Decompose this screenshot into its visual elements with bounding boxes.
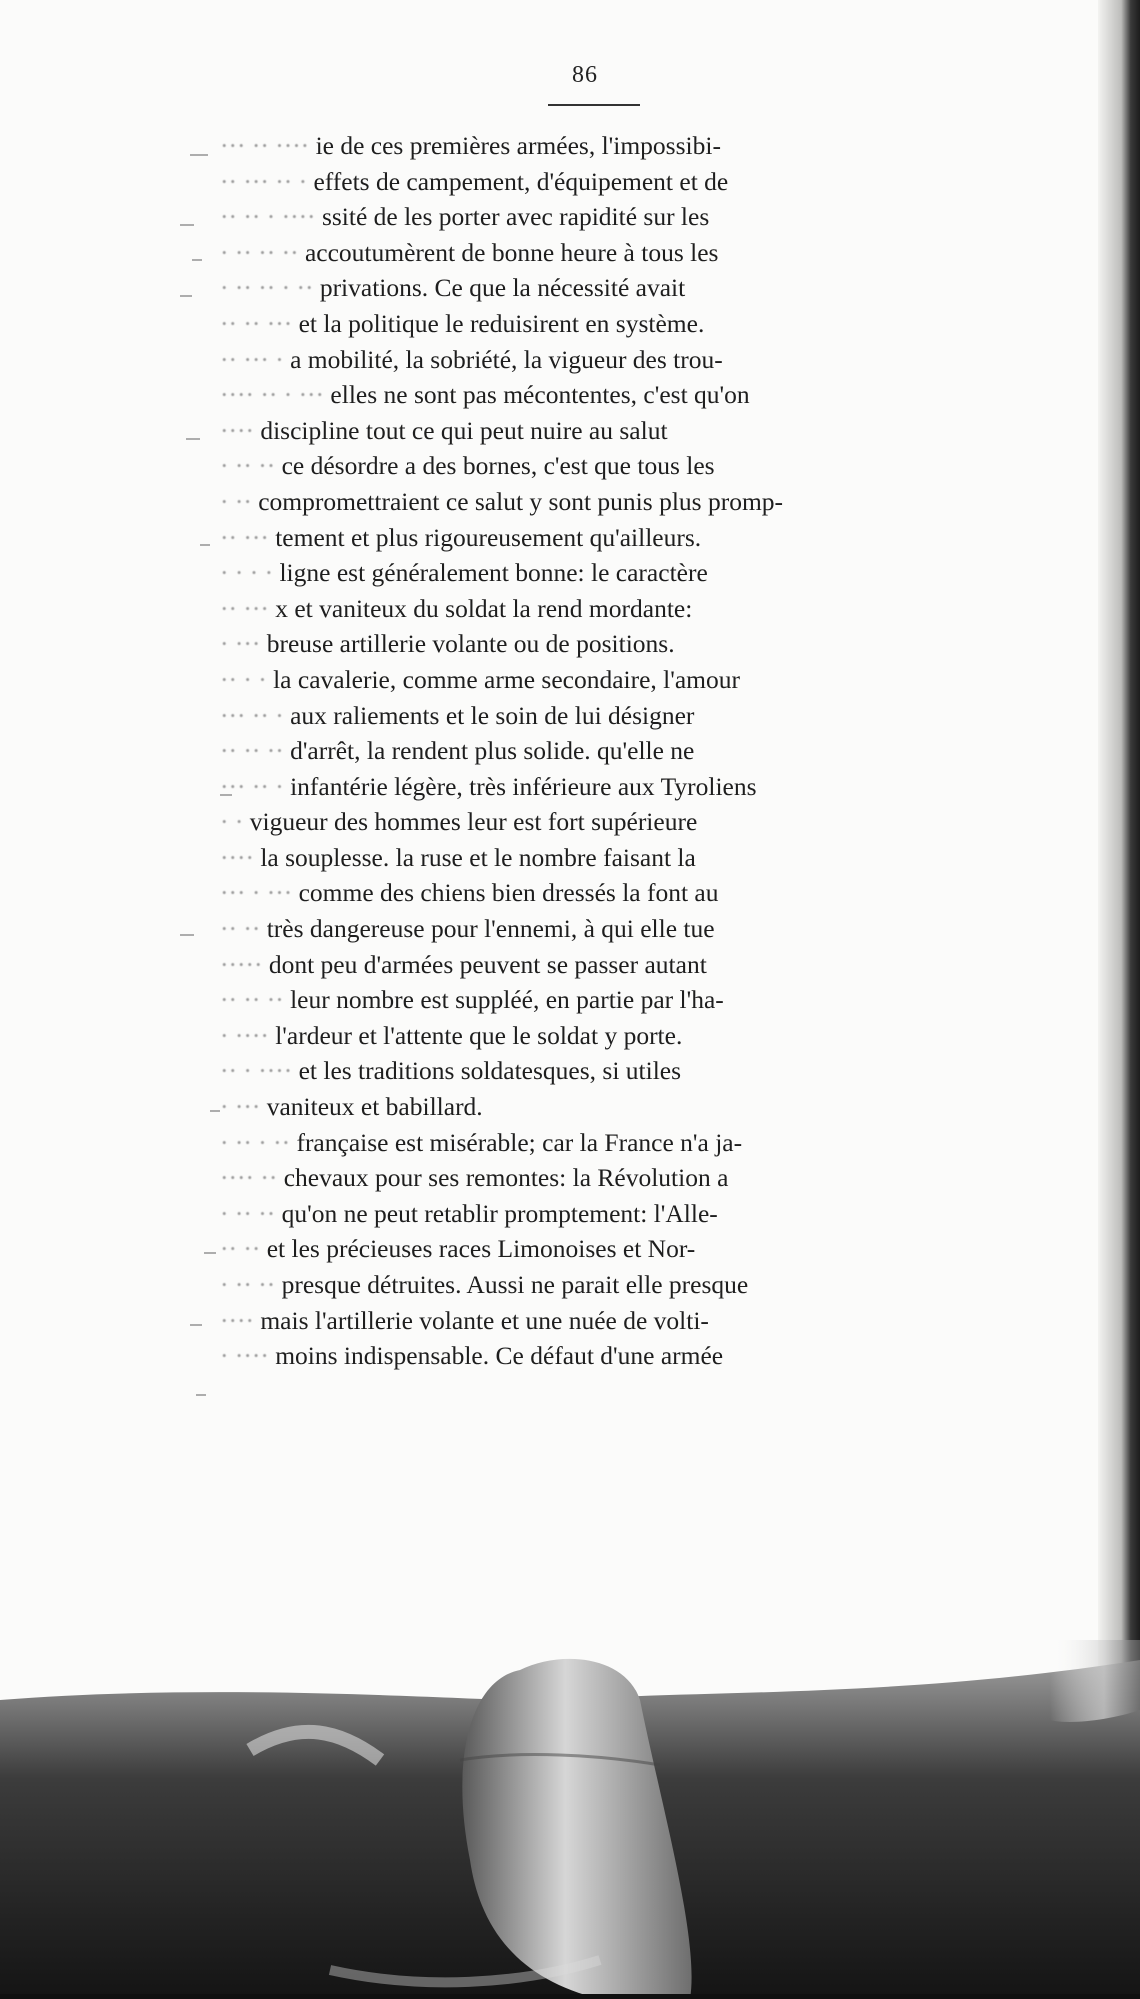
text-line: [220, 1089, 1000, 1125]
text-line: [220, 591, 1000, 627]
text-line: [220, 1303, 1000, 1339]
text-line: [220, 804, 1000, 840]
line-text: l'ardeur et l'attente que le soldat y porte.: [275, 1020, 683, 1050]
text-line: [220, 1338, 1000, 1374]
line-text: chevaux pour ses remontes: la Révolution a: [283, 1163, 729, 1193]
line-text: vigueur des hommes leur est fort supérieure: [249, 807, 698, 837]
body-text: [220, 128, 1000, 1374]
line-text: très dangereuse pour l'ennemi, à qui elle tue: [266, 914, 715, 944]
scanner-shadow: [0, 1640, 1140, 1999]
line-text: presque détruites. Aussi ne parait elle presque: [281, 1270, 749, 1299]
text-line: [220, 235, 1000, 271]
faded-margin-text: · ·· · ··: [220, 1127, 291, 1157]
faded-margin-text: · ·· ·· ··: [220, 237, 299, 267]
faded-margin-text: ·····: [220, 949, 263, 979]
line-text: et la politique le reduisirent en système.: [298, 308, 705, 338]
faded-margin-text: ·· ·· ··: [220, 736, 284, 766]
faded-margin-text: ·· · ·: [220, 664, 267, 694]
text-line: [220, 733, 1000, 769]
text-line: [220, 1267, 1000, 1303]
faded-margin-text: ··· ·· ·: [220, 771, 284, 801]
line-text: aux raliements et le soin de lui désigner: [290, 700, 695, 730]
header-rule: [548, 104, 640, 106]
line-text: ssité de les porter avec rapidité sur les: [321, 202, 710, 232]
line-text: infantérie légère, très inférieure aux Tyroliens: [290, 771, 757, 801]
line-text: la cavalerie, comme arme secondaire, l'amour: [273, 664, 740, 694]
faded-margin-text: · ···: [220, 629, 261, 659]
faded-margin-text: ·· ··: [220, 1234, 261, 1264]
line-text: ie de ces premières armées, l'impossibi-: [315, 131, 721, 160]
line-text: vaniteux et babillard.: [266, 1092, 483, 1122]
text-line: [220, 662, 1000, 698]
faded-margin-text: ····: [220, 1305, 254, 1335]
text-line: [220, 947, 1000, 983]
line-text: breuse artillerie volante ou de positions.: [266, 629, 675, 659]
faded-margin-text: · ·: [220, 807, 244, 837]
text-line: [220, 342, 1000, 378]
text-line: [220, 128, 1000, 164]
line-text: ligne est généralement bonne: le caractère: [279, 558, 708, 588]
thumb-image: [0, 1640, 1140, 1999]
faded-margin-text: ·· ·· ··: [220, 985, 284, 1015]
faded-margin-text: ···· ··: [220, 1163, 278, 1193]
text-line: [220, 1196, 1000, 1232]
line-text: privations. Ce que la nécessité avait: [319, 273, 686, 303]
faded-margin-text: · ·· ··: [220, 451, 276, 481]
text-line: [220, 1231, 1000, 1267]
faded-margin-text: · ····: [220, 1020, 269, 1050]
text-line: [220, 769, 1000, 805]
text-line: [220, 840, 1000, 876]
text-line: [220, 199, 1000, 235]
faded-margin-text: ·· ·· · ····: [220, 202, 316, 232]
text-line: [220, 520, 1000, 556]
line-text: et les précieuses races Limonoises et Nor-: [266, 1234, 696, 1264]
line-text: et les traditions soldatesques, si utiles: [298, 1056, 682, 1086]
line-text: la souplesse. la ruse et le nombre faisant la: [260, 842, 696, 872]
text-line: [220, 698, 1000, 734]
line-text: comme des chiens bien dressés la font au: [298, 878, 719, 908]
faded-margin-text: ··· · ···: [220, 878, 293, 908]
text-line: [220, 448, 1000, 484]
faded-margin-text: ···· ·· · ···: [220, 380, 325, 410]
line-text: mais l'artillerie volante et une nuée de volti-: [260, 1305, 709, 1335]
text-line: [220, 626, 1000, 662]
line-text: effets de campement, d'équipement et de: [313, 166, 729, 196]
faded-margin-text: · · · ·: [220, 558, 274, 588]
line-text: d'arrêt, la rendent plus solide. qu'elle ne: [290, 736, 695, 766]
faded-margin-text: · ···: [220, 1092, 261, 1122]
faded-margin-text: ····: [220, 415, 254, 445]
line-text: x et vaniteux du soldat la rend mordante:: [275, 593, 693, 623]
faded-margin-text: ·· ··: [220, 914, 261, 944]
line-text: tement et plus rigoureusement qu'ailleurs.: [275, 522, 702, 552]
faded-margin-text: · ····: [220, 1341, 269, 1371]
line-text: a mobilité, la sobriété, la vigueur des trou-: [290, 344, 723, 374]
faded-margin-text: ·· ··· ·: [220, 344, 284, 374]
text-line: [220, 484, 1000, 520]
line-text: accoutumèrent de bonne heure à tous les: [304, 237, 719, 267]
text-line: [220, 270, 1000, 306]
text-line: [220, 377, 1000, 413]
faded-margin-text: ·· ···: [220, 593, 269, 623]
page-number: 86: [572, 62, 598, 88]
faded-margin-text: ··· ·· ·: [220, 700, 284, 730]
line-text: leur nombre est suppléé, en partie par l'ha-: [290, 985, 724, 1015]
line-text: compromettraient ce salut y sont punis plus promp-: [258, 486, 784, 516]
text-line: [220, 875, 1000, 911]
faded-margin-text: ·· ···: [220, 522, 269, 552]
book-spine-edge: [1098, 0, 1140, 1750]
faded-margin-text: ·· · ····: [220, 1056, 293, 1086]
line-text: qu'on ne peut retablir promptement: l'Alle-: [281, 1198, 718, 1228]
text-line: [220, 1160, 1000, 1196]
line-text: ce désordre a des bornes, c'est que tous les: [281, 451, 715, 481]
line-text: française est misérable; car la France n'a ja-: [296, 1127, 743, 1157]
text-line: [220, 306, 1000, 342]
faded-margin-text: · ·· ··: [220, 1198, 276, 1228]
faded-margin-text: ····: [220, 842, 254, 872]
faded-margin-text: ·· ·· ···: [220, 308, 293, 338]
text-line: [220, 164, 1000, 200]
text-line: [220, 911, 1000, 947]
line-text: discipline tout ce qui peut nuire au salut: [260, 415, 668, 445]
text-line: [220, 1018, 1000, 1054]
line-text: moins indispensable. Ce défaut d'une armée: [275, 1341, 724, 1371]
text-line: [220, 982, 1000, 1018]
faded-margin-text: · ··: [220, 486, 252, 516]
line-text: dont peu d'armées peuvent se passer autant: [268, 949, 707, 979]
faded-margin-text: · ·· ··: [220, 1270, 276, 1299]
text-line: [220, 555, 1000, 591]
text-line: [220, 1053, 1000, 1089]
text-line: [220, 1125, 1000, 1161]
faded-margin-text: ·· ··· ·· ·: [220, 166, 308, 196]
faded-margin-text: ··· ·· ····: [220, 131, 310, 160]
line-text: elles ne sont pas mécontentes, c'est qu'on: [330, 380, 750, 410]
text-line: [220, 413, 1000, 449]
faded-margin-text: · ·· ·· · ··: [220, 273, 314, 303]
